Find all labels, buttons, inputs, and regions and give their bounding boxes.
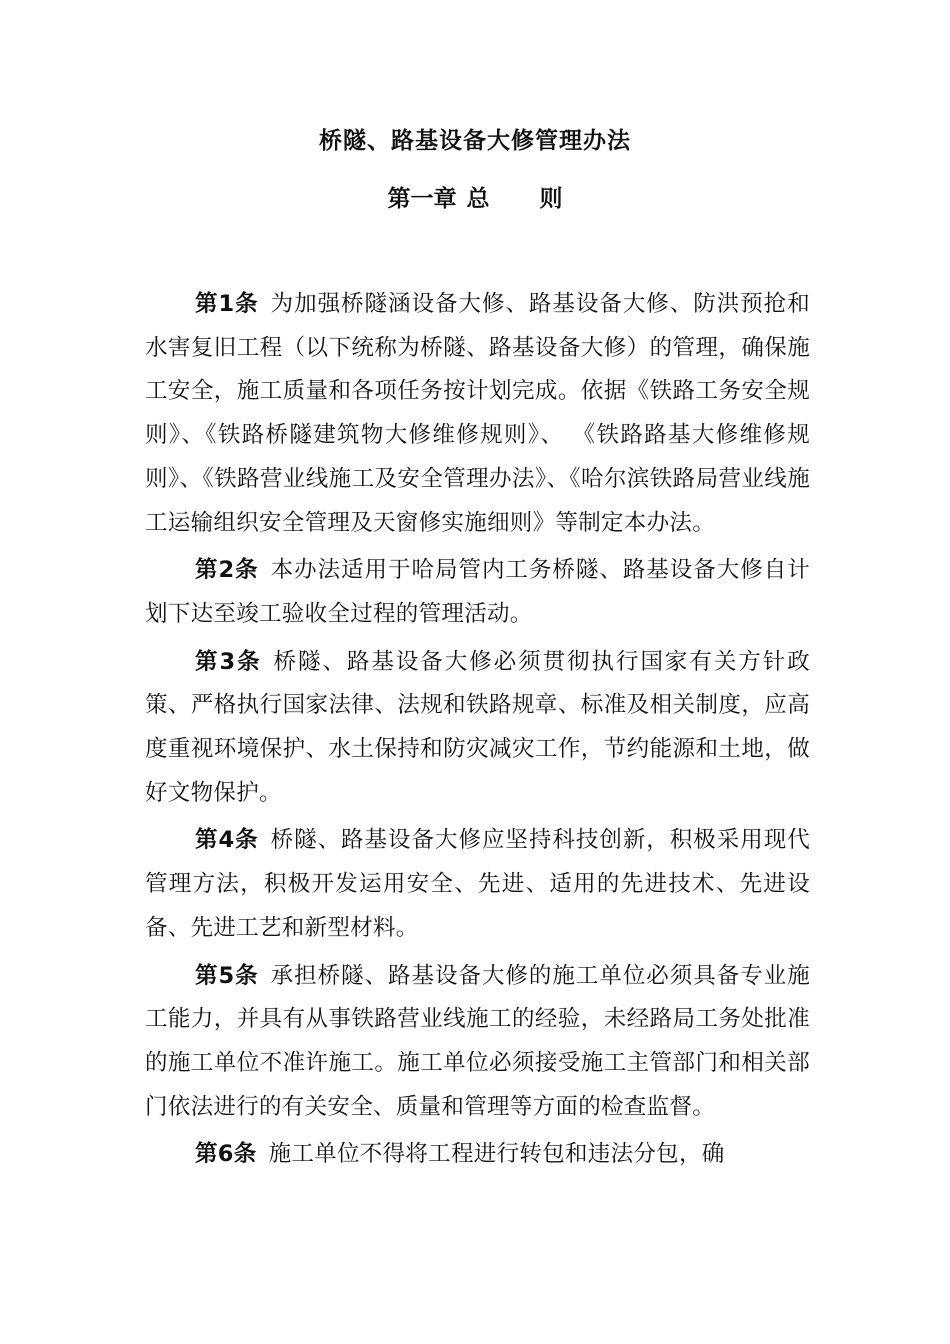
- chapter-label: 第一章: [387, 186, 457, 212]
- chapter-word-1: 总: [466, 186, 490, 212]
- article-text: 施工单位不得将工程进行转包和违法分包，确: [268, 1141, 725, 1168]
- document-title: 桥隧、路基设备大修管理办法: [319, 128, 631, 154]
- article-text: 为加强桥隧涵设备大修、路基设备大修、防洪预抢和水害复旧工程（以下统称为桥隧、路基设备大修）的管理，确保施工安全，施工质量和各项任务按计划完成。依据《铁路工务安全规则》、《铁路桥隧建筑物大修维修规则》、 《铁路路基大修维修规则》、《铁路营业线施工及安全管理办法》、《哈尔滨铁路局营业线施工运输组织安全管理及天窗修实施细则》等制定本办法。: [145, 291, 810, 536]
- article-text: 本办法适用于哈局管内工务桥隧、路基设备大修自计划下达至竣工验收全过程的管理活动。: [145, 557, 810, 627]
- chapter-word-2: 则: [539, 186, 563, 212]
- article-3: [145, 641, 810, 816]
- article-text: 桥隧、路基设备大修必须贯彻执行国家有关方针政策、严格执行国家法律、法规和铁路规章、标准及相关制度，应高度重视环境保护、水土保持和防灾减灾工作，节约能源和土地，做好文物保护。: [145, 648, 810, 806]
- article-5: [145, 955, 810, 1130]
- article-number: 第2条: [195, 557, 259, 584]
- article-text: 桥隧、路基设备大修应坚持科技创新，积极采用现代管理方法，积极开发运用安全、先进、适用的先进技术、先进设备、先进工艺和新型材料。: [145, 827, 810, 941]
- article-number: 第3条: [195, 648, 262, 675]
- article-number: 第6条: [195, 1141, 257, 1168]
- articles-body: [145, 283, 810, 1181]
- article-number: 第1条: [195, 291, 259, 317]
- article-1: [145, 283, 810, 545]
- article-number: 第4条: [195, 827, 259, 854]
- article-text: 承担桥隧、路基设备大修的施工单位必须具备专业施工能力，并具有从事铁路营业线施工的经验，未经路局工务处批准的施工单位不准许施工。施工单位必须接受施工主管部门和相关部门依法进行的有关安全、质量和管理等方面的检查监督。: [145, 962, 810, 1120]
- article-6: [145, 1133, 810, 1177]
- article-4: [145, 819, 810, 950]
- article-number: 第5条: [195, 962, 259, 989]
- article-2: [145, 549, 810, 636]
- chapter-heading: [0, 181, 950, 217]
